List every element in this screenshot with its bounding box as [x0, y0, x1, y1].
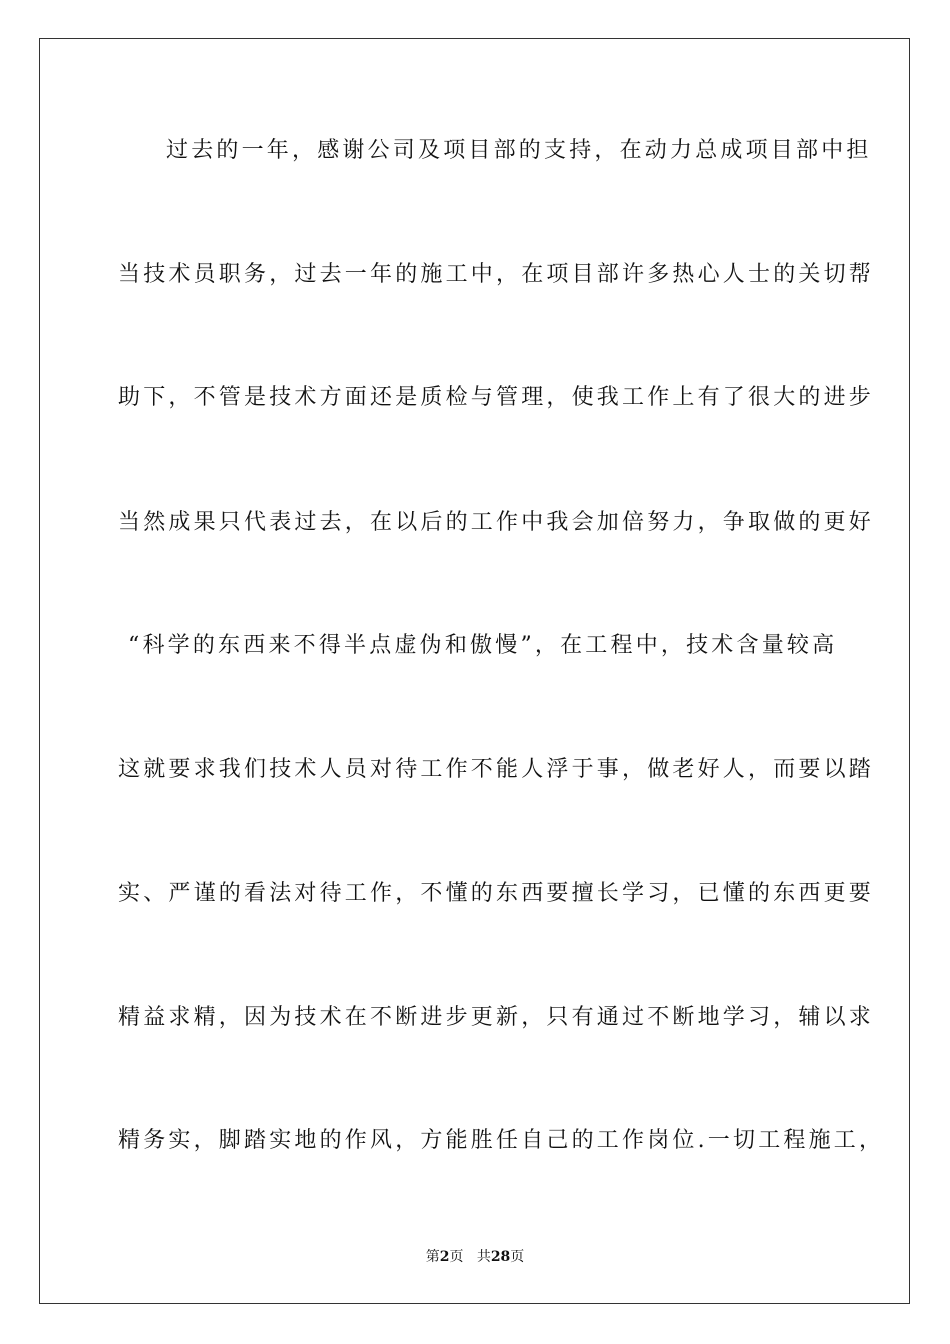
paragraph-line: 当然成果只代表过去，在以后的工作中我会加倍努力，争取做的更好 [118, 510, 875, 535]
paragraph-line: 过去的一年，感谢公司及项目部的支持，在动力总成项目部中担 [166, 138, 872, 163]
total-prefix: 共 [476, 1249, 491, 1265]
paragraph-line: 精务实，脚踏实地的作风，方能胜任自己的工作岗位.一切工程施工， [118, 1128, 885, 1153]
paragraph-line: “科学的东西来不得半点虚伪和傲慢”，在工程中，技术含量较高 [128, 633, 838, 658]
page-footer [0, 1248, 950, 1266]
page-frame [39, 38, 910, 1304]
page-number: 2 [439, 1249, 450, 1265]
paragraph-line: 助下，不管是技术方面还是质检与管理，使我工作上有了很大的进步 [118, 385, 875, 410]
paragraph-line: 精益求精，因为技术在不断进步更新，只有通过不断地学习，辅以求 [118, 1005, 875, 1030]
total-pages: 28 [490, 1249, 511, 1265]
page-prefix: 第 [425, 1249, 440, 1265]
total-suffix: 页 [510, 1249, 525, 1265]
paragraph-line: 这就要求我们技术人员对待工作不能人浮于事，做老好人，而要以踏 [118, 757, 875, 782]
page-suffix: 页 [449, 1249, 464, 1265]
paragraph-line: 当技术员职务，过去一年的施工中，在项目部许多热心人士的关切帮 [118, 262, 875, 287]
paragraph-line: 实、严谨的看法对待工作，不懂的东西要擅长学习，已懂的东西更要 [118, 881, 875, 906]
